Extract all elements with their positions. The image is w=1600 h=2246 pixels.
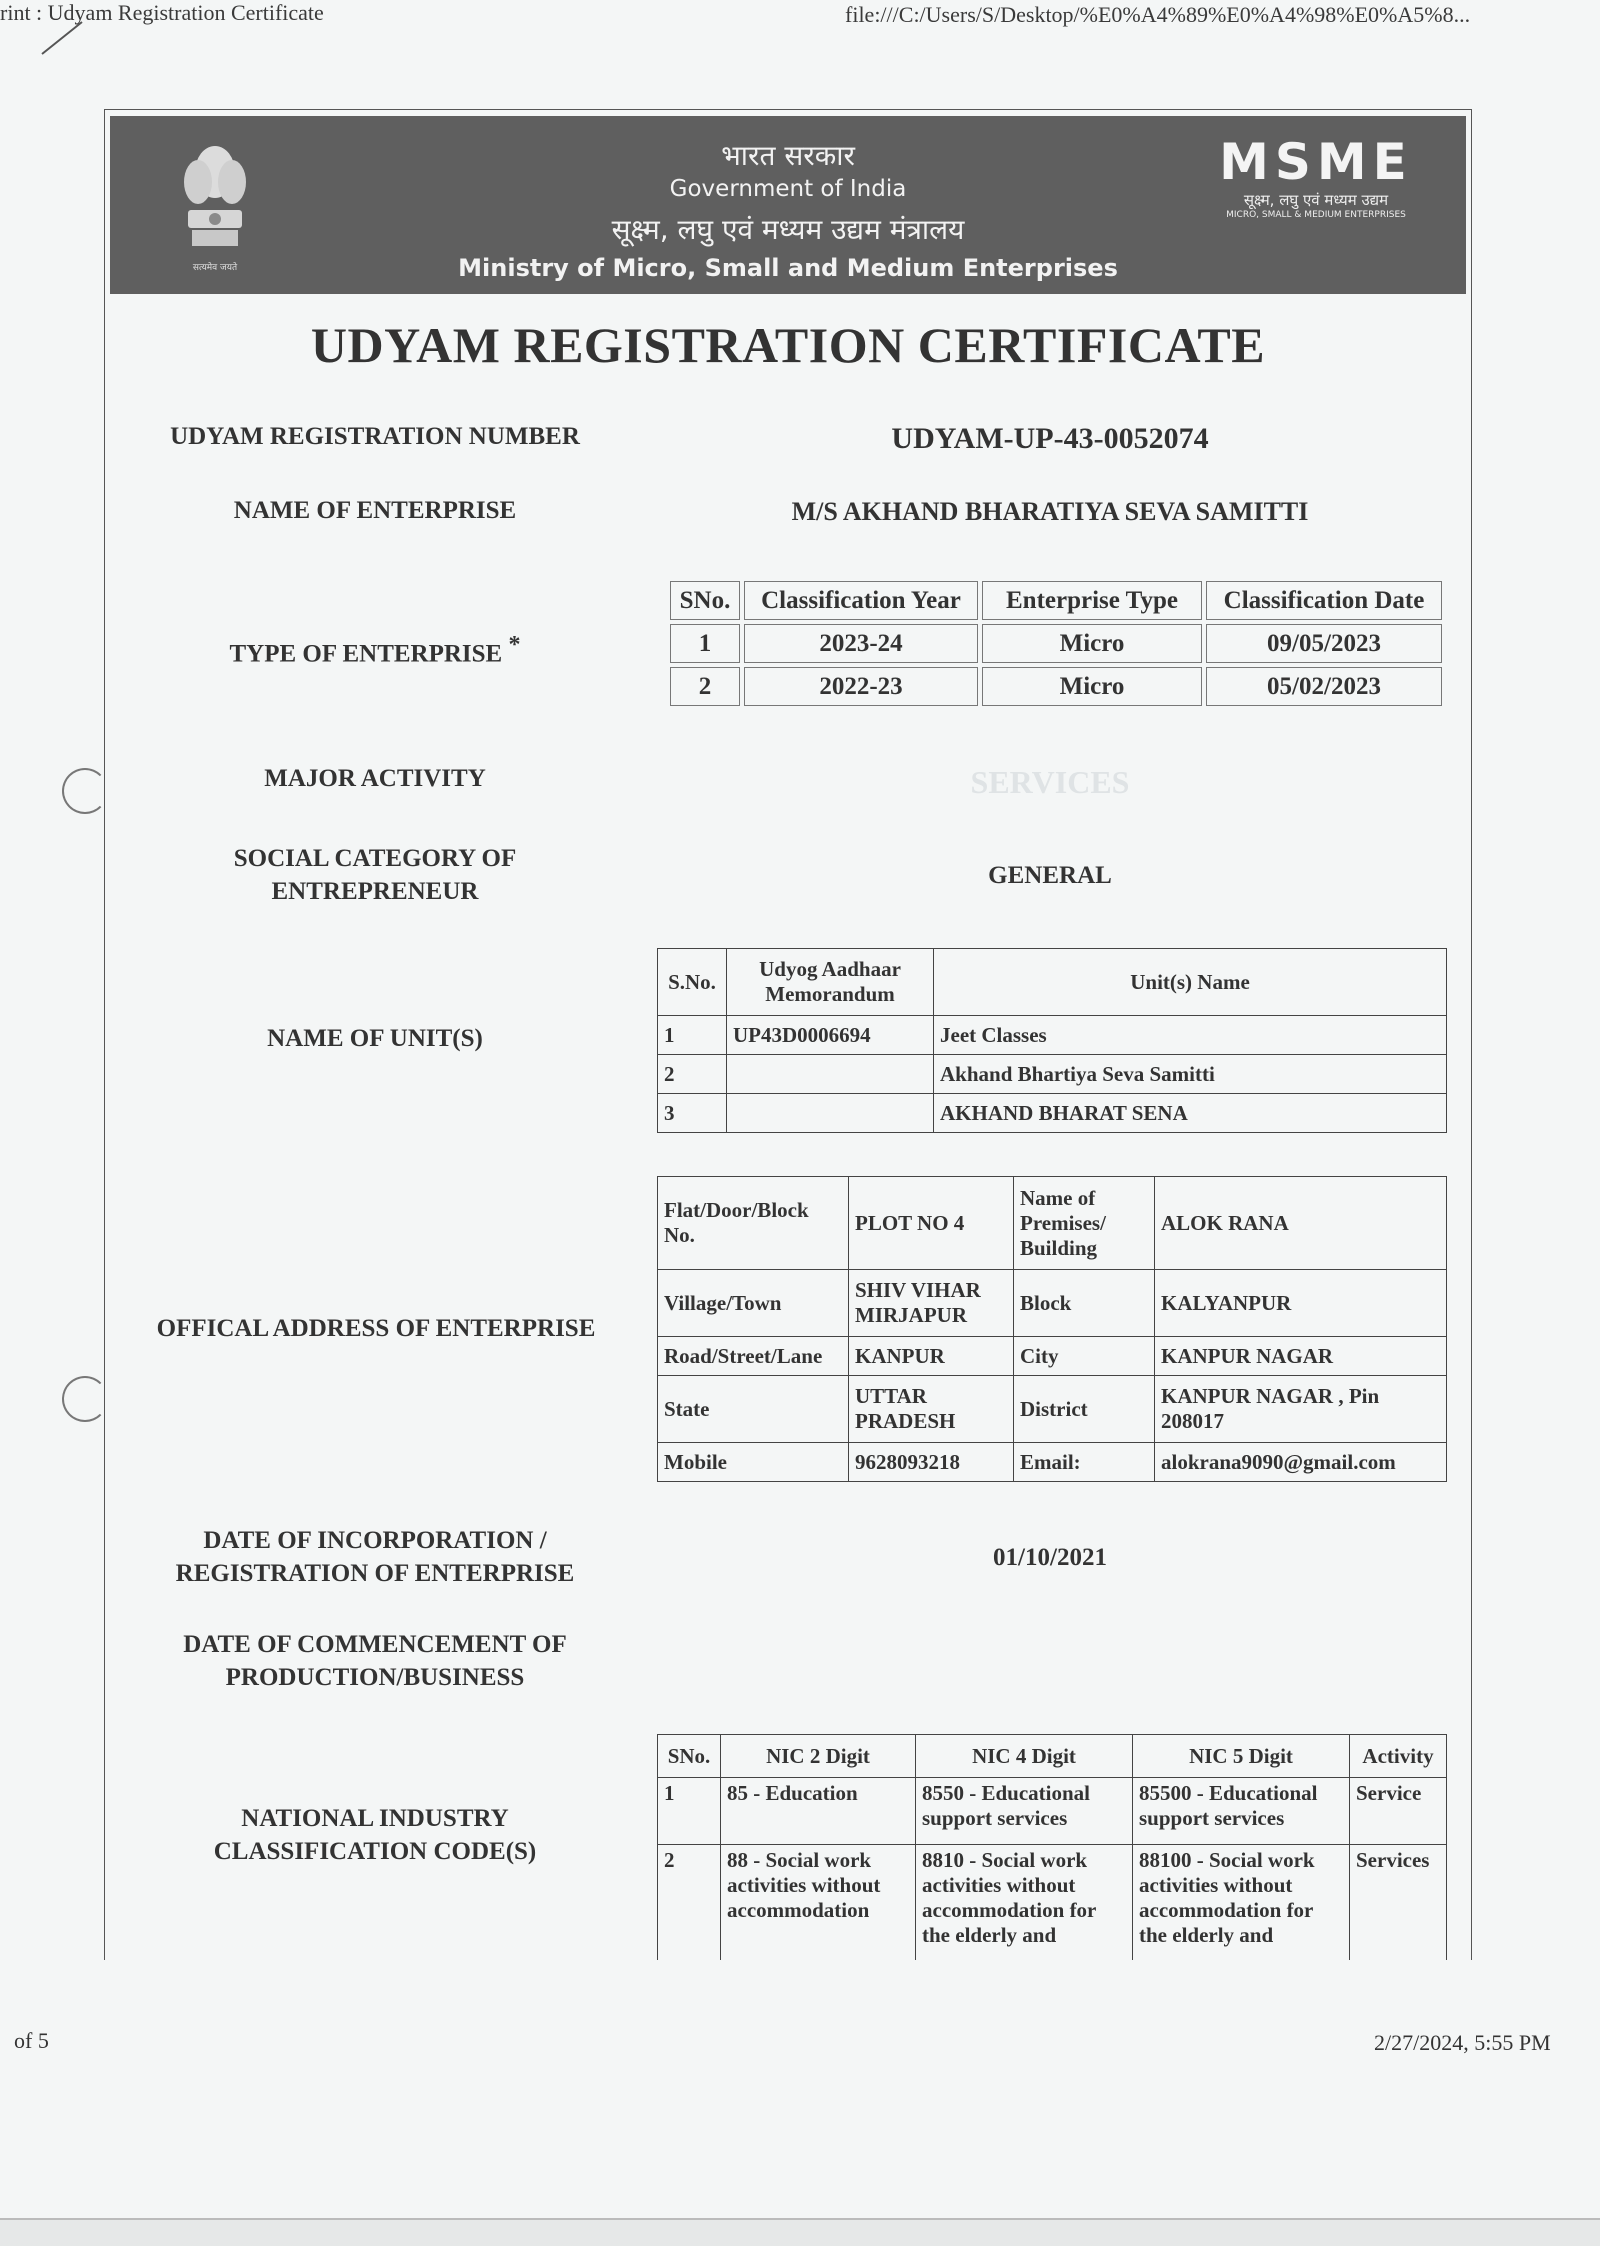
table-cell: 2 bbox=[670, 667, 740, 706]
table-cell: 2 bbox=[658, 1845, 721, 1961]
banner-ministry-en: Ministry of Micro, Small and Medium Enterprises bbox=[458, 254, 1118, 282]
table-cell: District bbox=[1014, 1376, 1155, 1443]
table-cell: 1 bbox=[658, 1778, 721, 1845]
print-title: rint : Udyam Registration Certificate bbox=[0, 0, 324, 25]
ministry-banner bbox=[110, 116, 1466, 294]
table-cell: State bbox=[658, 1376, 849, 1443]
table-cell: 88 - Social work activities without accommodation bbox=[721, 1845, 916, 1961]
scan-bottom-edge bbox=[0, 2218, 1600, 2246]
table-row bbox=[658, 1337, 1447, 1376]
table-cell: UP43D0006694 bbox=[727, 1016, 934, 1055]
table-cell: 88100 - Social work activities without accommodation for the elderly and bbox=[1133, 1845, 1350, 1961]
msme-en: MICRO, SMALL & MEDIUM ENTERPRISES bbox=[1226, 210, 1406, 220]
social-category-value: GENERAL bbox=[988, 862, 1112, 889]
table-cell: 3 bbox=[658, 1094, 727, 1133]
major-activity-label: MAJOR ACTIVITY bbox=[264, 765, 486, 792]
table-cell: Akhand Bhartiya Seva Samitti bbox=[934, 1055, 1447, 1094]
table-header: Classification Date bbox=[1206, 581, 1442, 620]
commencement-label bbox=[130, 1628, 620, 1694]
table-header: Classification Year bbox=[744, 581, 978, 620]
table-header: NIC 5 Digit bbox=[1133, 1735, 1350, 1778]
table-row bbox=[658, 1778, 1447, 1845]
table-cell: 1 bbox=[658, 1016, 727, 1055]
table-cell: PLOT NO 4 bbox=[849, 1177, 1014, 1270]
table-row bbox=[658, 1016, 1447, 1055]
msme-logo-text: MSME bbox=[1219, 133, 1413, 191]
table-cell: Micro bbox=[982, 624, 1202, 663]
nic-label-line2: CLASSIFICATION CODE(S) bbox=[213, 1838, 537, 1865]
table-cell: Email: bbox=[1014, 1443, 1155, 1482]
incorporation-label bbox=[130, 1524, 620, 1590]
major-activity-value: SERVICES bbox=[970, 764, 1130, 800]
type-label bbox=[130, 629, 620, 670]
table-cell: 8550 - Educational support services bbox=[916, 1778, 1133, 1845]
table-header: SNo. bbox=[658, 1735, 721, 1778]
table-cell: AKHAND BHARAT SENA bbox=[934, 1094, 1447, 1133]
table-header: S.No. bbox=[658, 949, 727, 1016]
banner-hindi-ministry: सूक्ष्म, लघु एवं मध्यम उद्यम मंत्रालय bbox=[611, 213, 965, 246]
table-cell bbox=[727, 1094, 934, 1133]
table-header: Udyog Aadhaar Memorandum bbox=[727, 949, 934, 1016]
page-indicator: of 5 bbox=[14, 2028, 49, 2053]
nic-label bbox=[130, 1802, 620, 1868]
table-cell: 05/02/2023 bbox=[1206, 667, 1442, 706]
table-cell: Village/Town bbox=[658, 1270, 849, 1337]
table-header-row bbox=[658, 949, 1447, 1016]
msme-logo bbox=[1206, 134, 1426, 244]
msme-hindi: सूक्ष्म, लघु एवं मध्यम उद्यम bbox=[1243, 191, 1389, 209]
table-row bbox=[658, 1055, 1447, 1094]
table-cell: KALYANPUR bbox=[1155, 1270, 1447, 1337]
table-cell: 85500 - Educational support services bbox=[1133, 1778, 1350, 1845]
table-cell: KANPUR NAGAR , Pin 208017 bbox=[1155, 1376, 1447, 1443]
table-cell: 2 bbox=[658, 1055, 727, 1094]
nic-table-clip bbox=[657, 1734, 1447, 1960]
table-cell: Services bbox=[1350, 1845, 1447, 1961]
table-cell: Block bbox=[1014, 1270, 1155, 1337]
table-cell: Mobile bbox=[658, 1443, 849, 1482]
table-cell: 2023-24 bbox=[744, 624, 978, 663]
social-category-label bbox=[130, 842, 620, 908]
table-row bbox=[670, 624, 1442, 663]
table-cell: 1 bbox=[670, 624, 740, 663]
table-header: SNo. bbox=[670, 581, 740, 620]
enterprise-name-label: NAME OF ENTERPRISE bbox=[233, 497, 517, 524]
table-header: Unit(s) Name bbox=[934, 949, 1447, 1016]
reg-number-value: UDYAM-UP-43-0052074 bbox=[891, 422, 1209, 455]
address-table bbox=[657, 1176, 1447, 1482]
table-header-row bbox=[670, 581, 1442, 620]
table-row bbox=[658, 1376, 1447, 1443]
table-header-row bbox=[658, 1735, 1447, 1778]
commencement-label-line2: PRODUCTION/BUSINESS bbox=[225, 1664, 525, 1691]
units-label: NAME OF UNIT(S) bbox=[267, 1025, 483, 1052]
table-cell: KANPUR NAGAR bbox=[1155, 1337, 1447, 1376]
table-cell: 09/05/2023 bbox=[1206, 624, 1442, 663]
table-cell: Service bbox=[1350, 1778, 1447, 1845]
table-header: Enterprise Type bbox=[982, 581, 1202, 620]
table-row bbox=[658, 1845, 1447, 1961]
banner-hindi-gov: भारत सरकार bbox=[721, 139, 855, 172]
social-category-label-line2: ENTREPRENEUR bbox=[271, 878, 479, 905]
table-cell: 85 - Education bbox=[721, 1778, 916, 1845]
address-label: OFFICAL ADDRESS OF ENTERPRISE bbox=[156, 1315, 596, 1342]
nic-label-line1: NATIONAL INDUSTRY bbox=[241, 1805, 509, 1832]
table-cell: City bbox=[1014, 1337, 1155, 1376]
table-cell: Micro bbox=[982, 667, 1202, 706]
pen-mark-icon bbox=[38, 14, 88, 58]
incorporation-label-line1: DATE OF INCORPORATION / bbox=[203, 1527, 547, 1554]
social-category-label-line1: SOCIAL CATEGORY OF bbox=[233, 845, 517, 872]
table-cell: Flat/Door/Block No. bbox=[658, 1177, 849, 1270]
print-url: file:///C:/Users/S/Desktop/%E0%A4%89%E0%A4%98%E0%A5%8... bbox=[845, 2, 1471, 27]
table-cell: SHIV VIHAR MIRJAPUR bbox=[849, 1270, 1014, 1337]
print-timestamp: 2/27/2024, 5:55 PM bbox=[1374, 2030, 1551, 2055]
table-row bbox=[658, 1270, 1447, 1337]
table-cell: ALOK RANA bbox=[1155, 1177, 1447, 1270]
table-cell: 8810 - Social work activities without accommodation for the elderly and bbox=[916, 1845, 1133, 1961]
table-row bbox=[658, 1443, 1447, 1482]
table-row bbox=[658, 1094, 1447, 1133]
table-cell: Road/Street/Lane bbox=[658, 1337, 849, 1376]
punch-hole bbox=[62, 1376, 108, 1422]
type-label-text: TYPE OF ENTERPRISE bbox=[229, 640, 503, 668]
table-cell: Name of Premises/ Building bbox=[1014, 1177, 1155, 1270]
certificate-title: UDYAM REGISTRATION CERTIFICATE bbox=[310, 317, 1266, 373]
type-star: * bbox=[508, 632, 521, 658]
emblem-motto: सत्यमेव जयते bbox=[192, 263, 238, 273]
table-cell: Jeet Classes bbox=[934, 1016, 1447, 1055]
table-cell bbox=[727, 1055, 934, 1094]
nic-table bbox=[657, 1734, 1447, 1960]
enterprise-name-value: M/S AKHAND BHARATIYA SEVA SAMITTI bbox=[791, 497, 1309, 526]
table-header: Activity bbox=[1350, 1735, 1447, 1778]
table-row bbox=[670, 667, 1442, 706]
commencement-label-line1: DATE OF COMMENCEMENT OF bbox=[183, 1631, 567, 1658]
banner-gov-en: Government of India bbox=[669, 176, 907, 202]
table-header: NIC 4 Digit bbox=[916, 1735, 1133, 1778]
incorporation-label-line2: REGISTRATION OF ENTERPRISE bbox=[175, 1560, 575, 1587]
email-value: alokrana9090@gmail.com bbox=[1155, 1443, 1447, 1482]
units-table bbox=[657, 948, 1447, 1133]
classification-table bbox=[666, 577, 1446, 710]
table-cell: UTTAR PRADESH bbox=[849, 1376, 1014, 1443]
table-cell: 9628093218 bbox=[849, 1443, 1014, 1482]
table-cell: KANPUR bbox=[849, 1337, 1014, 1376]
incorporation-date: 01/10/2021 bbox=[993, 1544, 1107, 1571]
table-header: NIC 2 Digit bbox=[721, 1735, 916, 1778]
reg-number-label: UDYAM REGISTRATION NUMBER bbox=[170, 423, 580, 450]
table-row bbox=[658, 1177, 1447, 1270]
punch-hole bbox=[62, 768, 108, 814]
table-cell: 2022-23 bbox=[744, 667, 978, 706]
